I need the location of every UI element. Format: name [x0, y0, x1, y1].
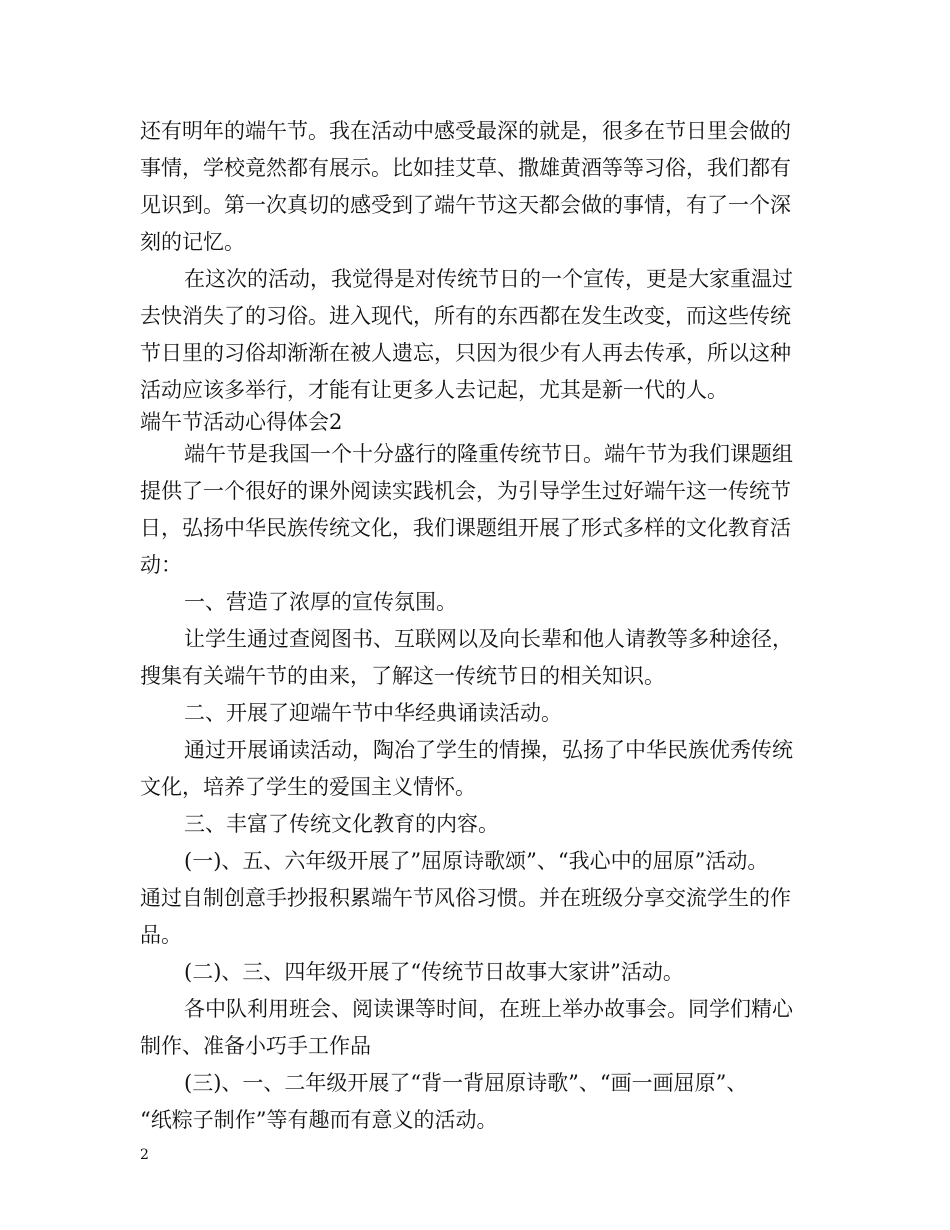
body-text-line: 搜集有关端午节的由来，了解这一传统节日的相关知识。 [140, 664, 665, 688]
body-text-line: “纸粽子制作”等有趣而有意义的活动。 [140, 1108, 498, 1132]
list-heading: 二、开展了迎端午节中华经典诵读活动。 [184, 701, 562, 725]
body-text-line: 在这次的活动，我觉得是对传统节日的一个宣传，更是大家重温过 [184, 267, 793, 291]
body-text-line: 通过自制创意手抄报积累端午节风俗习惯。并在班级分享交流学生的作 [140, 886, 791, 910]
body-text-line: (一)、五、六年级开展了”屈原诗歌颂”、“我心中的屈原”活动。 [184, 849, 769, 873]
body-text-line: 各中队利用班会、阅读课等时间，在班上举办故事会。同学们精心 [184, 997, 793, 1021]
section-heading: 端午节活动心得体会2 [140, 410, 343, 434]
body-text-line: 端午节是我国一个十分盛行的隆重传统节日。端午节为我们课题组 [184, 442, 793, 466]
body-text-line: 还有明年的端午节。我在活动中感受最深的就是，很多在节日里会做的 [140, 119, 791, 143]
body-text-line: 品。 [140, 923, 182, 947]
body-text-line: 活动应该多举行，才能有让更多人去记起，尤其是新一代的人。 [140, 378, 728, 402]
body-text-line: 制作、准备小巧手工作品 [140, 1034, 371, 1058]
body-text-line: 动： [140, 553, 182, 577]
body-text-line: 刻的记忆。 [140, 230, 245, 254]
body-text-line: 去快消失了的习俗。进入现代，所有的东西都在发生改变，而这些传统 [140, 304, 791, 328]
body-text-line: 文化，培养了学生的爱国主义情怀。 [140, 775, 476, 799]
body-text-line: 通过开展诵读活动，陶冶了学生的情操，弘扬了中华民族优秀传统 [184, 738, 793, 762]
body-text-line: 节日里的习俗却渐渐在被人遗忘，只因为很少有人再去传承，所以这种 [140, 341, 791, 365]
body-text-line: 让学生通过查阅图书、互联网以及向长辈和他人请教等多种途径， [184, 627, 793, 651]
body-text-line: (三)、一、二年级开展了“背一背屈原诗歌”、“画一画屈原”、 [184, 1071, 748, 1095]
list-heading: 三、丰富了传统文化教育的内容。 [184, 812, 499, 836]
body-text-line: 事情，学校竟然都有展示。比如挂艾草、撒雄黄酒等等习俗，我们都有 [140, 156, 791, 180]
body-text-line: 日，弘扬中华民族传统文化，我们课题组开展了形式多样的文化教育活 [140, 516, 791, 540]
body-text-line: (二)、三、四年级开展了“传统节日故事大家讲”活动。 [184, 960, 684, 984]
page-number: 2 [140, 1147, 149, 1163]
list-heading: 一、营造了浓厚的宣传氛围。 [184, 590, 457, 614]
body-text-line: 提供了一个很好的课外阅读实践机会，为引导学生过好端午这一传统节 [140, 479, 791, 503]
body-text-line: 见识到。第一次真切的感受到了端午节这天都会做的事情，有了一个深 [140, 193, 791, 217]
